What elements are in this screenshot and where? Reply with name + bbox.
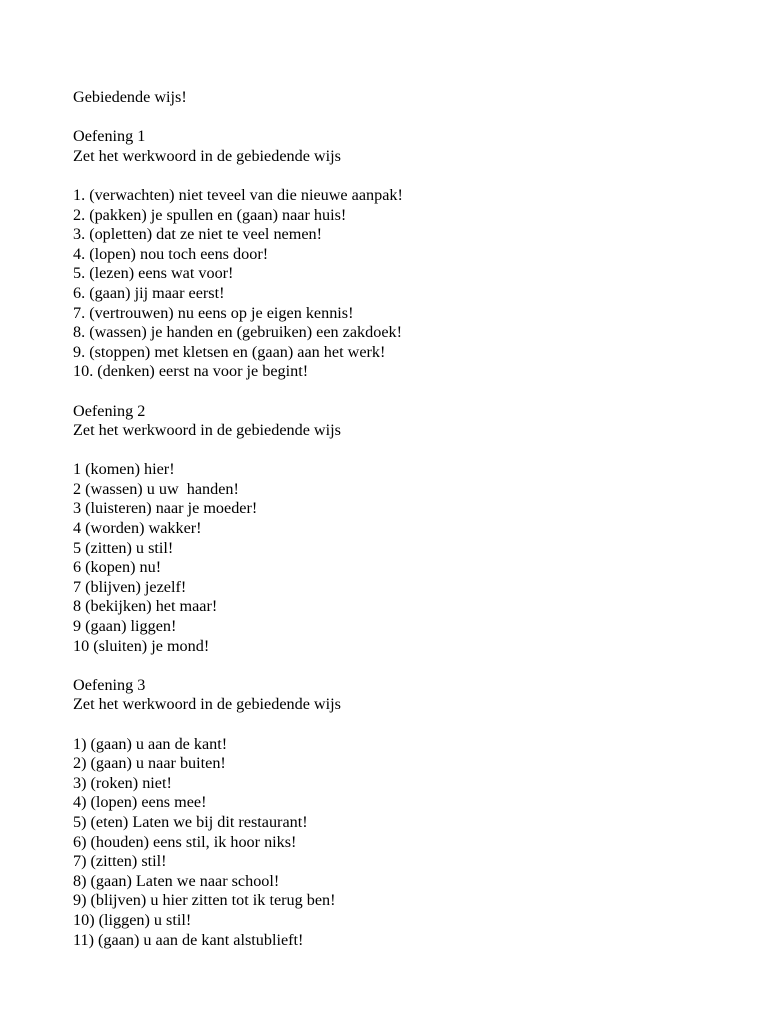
spacer [73, 441, 713, 461]
exercise-item: 9. (stoppen) met kletsen en (gaan) aan het werk! [73, 342, 386, 361]
exercise-item: 10 (sluiten) je mond! [73, 636, 210, 655]
exercise-item: 7) (zitten) stil! [73, 852, 167, 871]
exercise-instruction: Zet het werkwoord in de gebiedende wijs [73, 695, 341, 714]
exercise-item: 7. (vertrouwen) nu eens op je eigen kennis! [73, 303, 354, 322]
exercise-item: 1) (gaan) u aan de kant! [73, 734, 228, 753]
exercise-item: 5. (lezen) eens wat voor! [73, 264, 234, 283]
exercise-items [73, 735, 713, 951]
exercise-heading: Oefening 1 [73, 127, 146, 146]
exercise-items [73, 460, 713, 656]
exercise-items [73, 186, 713, 382]
exercise-instruction: Zet het werkwoord in de gebiedende wijs [73, 421, 341, 440]
spacer [73, 108, 713, 128]
exercise-item: 4) (lopen) eens mee! [73, 793, 207, 812]
exercise-item: 5) (eten) Laten we bij dit restaurant! [73, 812, 308, 831]
document-title: Gebiedende wijs! [73, 88, 187, 106]
exercise-2 [73, 402, 713, 657]
exercise-item: 6) (houden) eens stil, ik hoor niks! [73, 832, 297, 851]
exercise-item: 8) (gaan) Laten we naar school! [73, 871, 280, 890]
exercise-1 [73, 127, 713, 382]
spacer [73, 715, 713, 735]
exercise-item: 2 (wassen) u uw handen! [73, 479, 239, 498]
exercise-heading: Oefening 2 [73, 401, 146, 420]
spacer [73, 382, 713, 402]
exercise-item: 1. (verwachten) niet teveel van die nieuwe aanpak! [73, 185, 403, 204]
exercise-item: 9 (gaan) liggen! [73, 617, 177, 636]
spacer [73, 656, 713, 676]
exercise-item: 5 (zitten) u stil! [73, 538, 174, 557]
exercise-item: 6. (gaan) jij maar eerst! [73, 283, 225, 302]
exercise-item: 2. (pakken) je spullen en (gaan) naar huis! [73, 205, 347, 224]
spacer [73, 166, 713, 186]
exercise-3 [73, 676, 713, 950]
exercise-item: 4. (lopen) nou toch eens door! [73, 244, 269, 263]
exercise-item: 3 (luisteren) naar je moeder! [73, 499, 258, 518]
document-page [73, 88, 713, 950]
exercise-item: 9) (blijven) u hier zitten tot ik terug ben! [73, 891, 336, 910]
exercise-item: 10) (liggen) u stil! [73, 910, 192, 929]
exercise-item: 10. (denken) eerst na voor je begint! [73, 362, 309, 381]
exercise-item: 11) (gaan) u aan de kant alstublieft! [73, 930, 304, 949]
exercise-item: 2) (gaan) u naar buiten! [73, 754, 226, 773]
exercise-item: 8. (wassen) je handen en (gebruiken) een zakdoek! [73, 323, 402, 342]
exercise-item: 4 (worden) wakker! [73, 519, 202, 538]
exercise-item: 3) (roken) niet! [73, 773, 172, 792]
exercise-item: 3. (opletten) dat ze niet te veel nemen! [73, 225, 322, 244]
exercise-item: 6 (kopen) nu! [73, 558, 162, 577]
exercise-item: 8 (bekijken) het maar! [73, 597, 218, 616]
exercise-item: 1 (komen) hier! [73, 460, 175, 479]
exercise-item: 7 (blijven) jezelf! [73, 577, 187, 596]
exercise-instruction: Zet het werkwoord in de gebiedende wijs [73, 146, 341, 165]
exercise-heading: Oefening 3 [73, 675, 146, 694]
